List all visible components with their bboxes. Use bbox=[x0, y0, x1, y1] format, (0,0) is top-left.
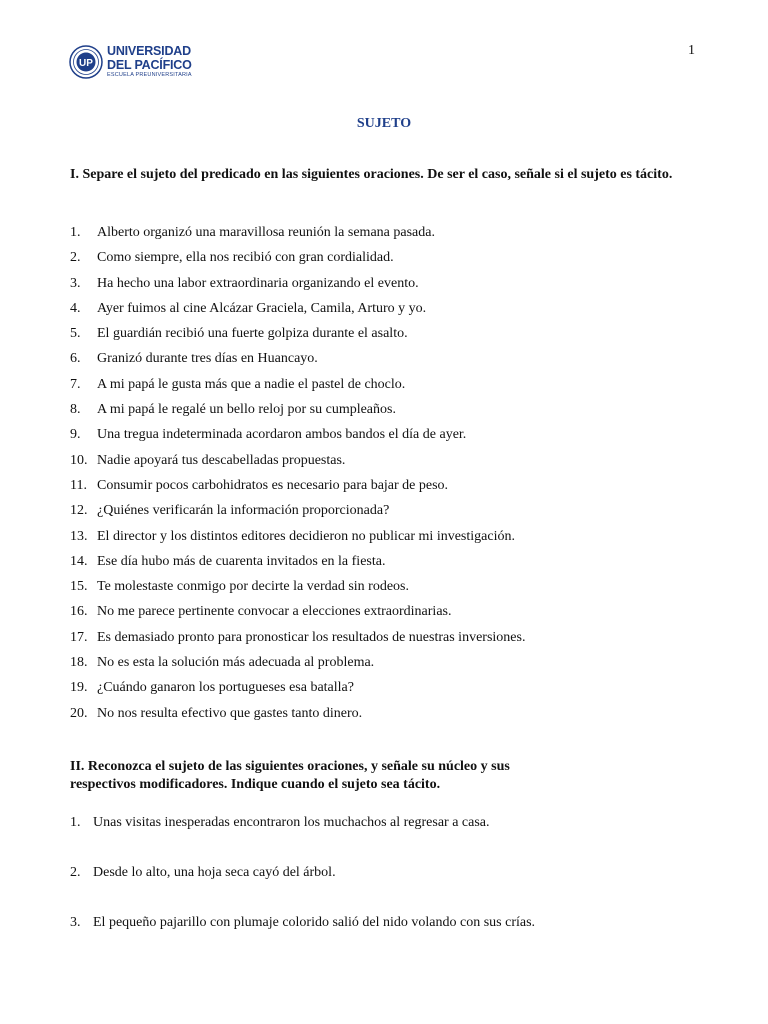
list-item bbox=[70, 300, 525, 325]
item-number: 12. bbox=[70, 503, 88, 519]
item-number: 6. bbox=[70, 351, 81, 367]
item-number: 18. bbox=[70, 655, 88, 671]
item-number: 3. bbox=[70, 915, 81, 930]
list-item bbox=[70, 224, 525, 249]
list-item bbox=[70, 629, 525, 654]
item-text: No nos resulta efectivo que gastes tanto dinero. bbox=[97, 705, 363, 721]
list-item bbox=[70, 401, 525, 426]
item-number: 9. bbox=[70, 427, 81, 443]
item-text: Granizó durante tres días en Huancayo. bbox=[97, 351, 318, 367]
list-item bbox=[70, 477, 525, 502]
page-number: 1 bbox=[688, 43, 695, 58]
item-number: 17. bbox=[70, 629, 88, 645]
list-item bbox=[70, 502, 525, 527]
item-text: Alberto organizó una maravillosa reunión la semana pasada. bbox=[97, 225, 435, 240]
item-number: 15. bbox=[70, 579, 88, 595]
item-text: Ese día hubo más de cuarenta invitados en la fiesta. bbox=[97, 553, 386, 569]
section2-sentence-list bbox=[70, 814, 535, 964]
list-item bbox=[70, 864, 535, 914]
item-number: 7. bbox=[70, 376, 81, 392]
document-title: SUJETO bbox=[356, 116, 412, 131]
logo-line-university: UNIVERSIDAD bbox=[107, 44, 191, 59]
item-number: 2. bbox=[70, 250, 81, 266]
list-item bbox=[70, 705, 525, 730]
university-seal-icon bbox=[69, 45, 103, 79]
list-item bbox=[70, 350, 525, 375]
item-number: 2. bbox=[70, 865, 81, 880]
section2-heading-line1: II. Reconozca el sujeto de las siguientes oraciones, y señale su núcleo y sus bbox=[70, 759, 510, 774]
item-text: Una tregua indeterminada acordaron ambos bandos el día de ayer. bbox=[97, 427, 467, 443]
list-item bbox=[70, 452, 525, 477]
item-number: 4. bbox=[70, 300, 81, 316]
item-text: No me parece pertinente convocar a elecciones extraordinarias. bbox=[97, 604, 452, 620]
university-logo bbox=[69, 45, 192, 79]
item-number: 19. bbox=[70, 680, 88, 696]
item-text: Consumir pocos carbohidratos es necesario para bajar de peso. bbox=[97, 477, 449, 493]
item-text: Como siempre, ella nos recibió con gran cordialidad. bbox=[97, 250, 394, 266]
seal-monogram: UP bbox=[79, 58, 93, 69]
item-text: ¿Quiénes verificarán la información proporcionada? bbox=[97, 503, 390, 519]
list-item bbox=[70, 553, 525, 578]
item-text: Te molestaste conmigo por decirte la verdad sin rodeos. bbox=[97, 579, 409, 595]
item-number: 16. bbox=[70, 604, 88, 620]
item-number: 1. bbox=[70, 815, 81, 830]
item-number: 10. bbox=[70, 452, 88, 468]
list-item bbox=[70, 528, 525, 553]
item-text: Es demasiado pronto para pronosticar los resultados de nuestras inversiones. bbox=[97, 629, 526, 645]
item-number: 13. bbox=[70, 528, 88, 544]
list-item bbox=[70, 679, 525, 704]
item-number: 1. bbox=[70, 225, 81, 240]
list-item bbox=[70, 376, 525, 401]
item-number: 11. bbox=[70, 477, 87, 493]
item-text: Ha hecho una labor extraordinaria organizando el evento. bbox=[97, 275, 419, 291]
section2-heading bbox=[70, 758, 690, 794]
item-number: 20. bbox=[70, 705, 88, 721]
list-item bbox=[70, 814, 535, 864]
section1-sentence-list bbox=[70, 224, 525, 730]
list-item bbox=[70, 578, 525, 603]
list-item bbox=[70, 275, 525, 300]
item-number: 3. bbox=[70, 275, 81, 291]
item-text: Desde lo alto, una hoja seca cayó del árbol. bbox=[93, 865, 336, 880]
item-text: El guardián recibió una fuerte golpiza durante el asalto. bbox=[97, 326, 408, 342]
list-item bbox=[70, 914, 535, 964]
item-text: ¿Cuándo ganaron los portugueses esa batalla? bbox=[97, 680, 354, 696]
item-text: El pequeño pajarillo con plumaje colorido salió del nido volando con sus crías. bbox=[93, 915, 536, 930]
item-number: 8. bbox=[70, 402, 81, 418]
item-text: Ayer fuimos al cine Alcázar Graciela, Camila, Arturo y yo. bbox=[97, 300, 427, 316]
item-text: Nadie apoyará tus descabelladas propuestas. bbox=[97, 452, 346, 468]
list-item bbox=[70, 426, 525, 451]
item-text: A mi papá le gusta más que a nadie el pastel de choclo. bbox=[97, 376, 406, 392]
item-text: Unas visitas inesperadas encontraron los muchachos al regresar a casa. bbox=[93, 815, 490, 830]
item-number: 14. bbox=[70, 553, 88, 569]
item-text: A mi papá le regalé un bello reloj por su cumpleaños. bbox=[97, 402, 396, 418]
logo-line-pacifico: DEL PACÍFICO bbox=[107, 57, 192, 72]
list-item bbox=[70, 325, 525, 350]
item-text: El director y los distintos editores decidieron no publicar mi investigación. bbox=[97, 528, 515, 544]
section2-heading-line2: respectivos modificadores. Indique cuando el sujeto sea tácito. bbox=[70, 777, 441, 792]
logo-line-school: ESCUELA PREUNIVERSITARIA bbox=[107, 72, 192, 79]
item-text: No es esta la solución más adecuada al problema. bbox=[97, 655, 375, 671]
list-item bbox=[70, 249, 525, 274]
item-number: 5. bbox=[70, 326, 81, 342]
section1-heading: I. Separe el sujeto del predicado en las siguientes oraciones. De ser el caso, señale si el sujeto es tácito. bbox=[70, 167, 673, 182]
list-item bbox=[70, 654, 525, 679]
list-item bbox=[70, 603, 525, 628]
